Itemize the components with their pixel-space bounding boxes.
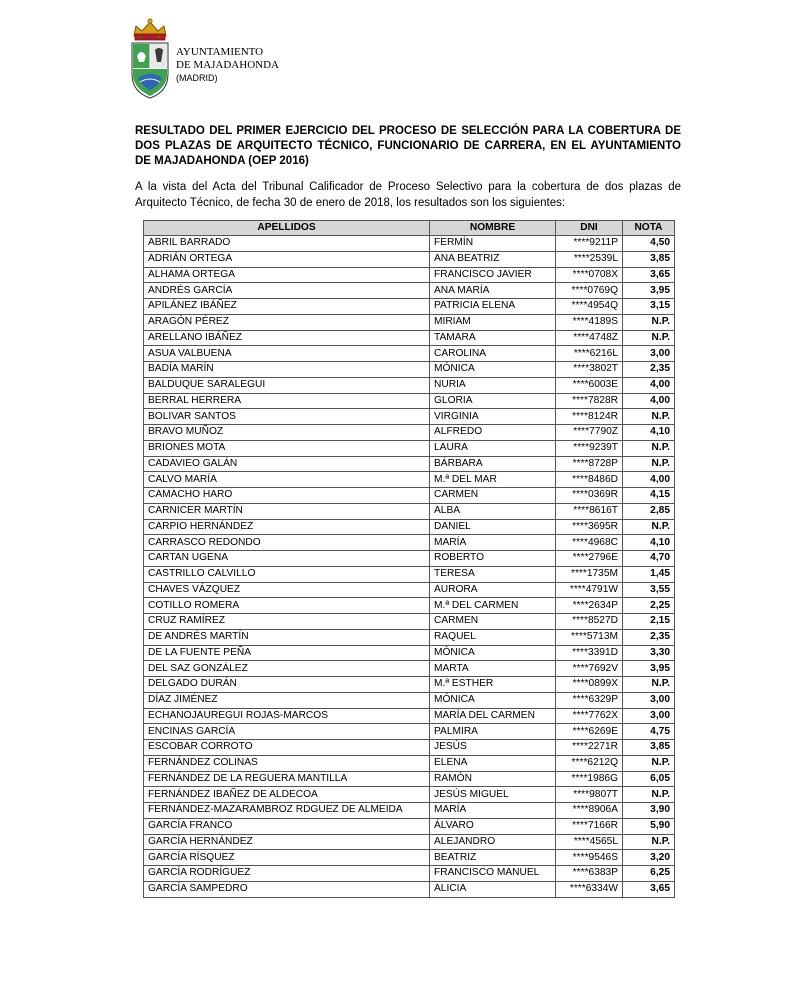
table-row	[144, 519, 675, 535]
cell-apellidos: ADRIÁN ORTEGA	[144, 251, 430, 267]
cell-nota: 1,45	[623, 566, 675, 582]
table-row	[144, 283, 675, 299]
cell-nota: 6,25	[623, 866, 675, 882]
organization-name	[176, 46, 279, 85]
cell-nota: 2,85	[623, 503, 675, 519]
cell-nombre: NURIA	[430, 377, 556, 393]
cell-nombre: M.ª DEL CARMEN	[430, 598, 556, 614]
table-row	[144, 456, 675, 472]
cell-nombre: MARÍA	[430, 535, 556, 551]
cell-nombre: MARÍA	[430, 803, 556, 819]
table-row	[144, 803, 675, 819]
document-title: RESULTADO DEL PRIMER EJERCICIO DEL PROCESO DE SELECCIÓN PARA LA COBERTURA DE DOS PLAZAS DE ARQUITECTO TÉCNICO, FUNCIONARIO DE CARRERA, EN EL AYUNTAMIENTO DE MAJADAHONDA (OEP 2016)	[135, 125, 681, 167]
cell-dni: ****4189S	[556, 314, 623, 330]
table-row	[144, 787, 675, 803]
cell-nombre: CARMEN	[430, 614, 556, 630]
cell-apellidos: FERNÁNDEZ-MAZARAMBROZ RDGUEZ DE ALMEIDA	[144, 803, 430, 819]
cell-dni: ****4748Z	[556, 330, 623, 346]
cell-dni: ****2539L	[556, 251, 623, 267]
org-line-3: (MADRID)	[176, 73, 218, 83]
cell-apellidos: GARCÍA RODRÍGUEZ	[144, 866, 430, 882]
cell-nota: 3,95	[623, 283, 675, 299]
table-row	[144, 362, 675, 378]
cell-nombre: ÁLVARO	[430, 818, 556, 834]
cell-nombre: MÓNICA	[430, 692, 556, 708]
cell-nombre: GLORIA	[430, 393, 556, 409]
cell-nota: 4,00	[623, 393, 675, 409]
table-row	[144, 314, 675, 330]
cell-apellidos: BADÍA MARÍN	[144, 362, 430, 378]
cell-nombre: BEATRIZ	[430, 850, 556, 866]
table-row	[144, 771, 675, 787]
table-body	[144, 236, 675, 898]
cell-apellidos: BOLIVAR SANTOS	[144, 409, 430, 425]
cell-apellidos: ABRIL BARRADO	[144, 236, 430, 252]
cell-nombre: FRANCISCO JAVIER	[430, 267, 556, 283]
cell-nombre: TERESA	[430, 566, 556, 582]
cell-apellidos: DÍAZ JIMÉNEZ	[144, 692, 430, 708]
org-line-2: DE MAJADAHONDA	[176, 59, 279, 71]
cell-nota: N.P.	[623, 456, 675, 472]
cell-dni: ****0899X	[556, 677, 623, 693]
table-row	[144, 425, 675, 441]
cell-nota: 3,65	[623, 881, 675, 897]
table-row	[144, 582, 675, 598]
cell-dni: ****7692V	[556, 661, 623, 677]
cell-nota: 3,15	[623, 299, 675, 315]
table-row	[144, 834, 675, 850]
cell-dni: ****6216L	[556, 346, 623, 362]
cell-nota: N.P.	[623, 314, 675, 330]
cell-nota: 4,00	[623, 472, 675, 488]
cell-apellidos: COTILLO ROMERA	[144, 598, 430, 614]
cell-dni: ****8527D	[556, 614, 623, 630]
cell-apellidos: BALDUQUE SARALEGUI	[144, 377, 430, 393]
cell-nota: N.P.	[623, 834, 675, 850]
cell-nombre: DANIEL	[430, 519, 556, 535]
header-nombre: NOMBRE	[430, 221, 556, 236]
cell-nota: N.P.	[623, 755, 675, 771]
cell-nota: 3,00	[623, 692, 675, 708]
cell-dni: ****9211P	[556, 236, 623, 252]
cell-nota: 4,10	[623, 535, 675, 551]
table-row	[144, 251, 675, 267]
cell-nombre: BÁRBARA	[430, 456, 556, 472]
cell-nombre: PALMIRA	[430, 724, 556, 740]
cell-dni: ****7762X	[556, 708, 623, 724]
cell-dni: ****8728P	[556, 456, 623, 472]
cell-dni: ****6269E	[556, 724, 623, 740]
cell-apellidos: CARPIO HERNÁNDEZ	[144, 519, 430, 535]
header-nota: NOTA	[623, 221, 675, 236]
cell-apellidos: DE LA FUENTE PEÑA	[144, 645, 430, 661]
table-row	[144, 488, 675, 504]
cell-apellidos: BERRAL HERRERA	[144, 393, 430, 409]
cell-apellidos: ANDRÉS GARCÍA	[144, 283, 430, 299]
cell-dni: ****7828R	[556, 393, 623, 409]
table-row	[144, 551, 675, 567]
cell-nota: 3,95	[623, 661, 675, 677]
cell-apellidos: CARRASCO REDONDO	[144, 535, 430, 551]
cell-apellidos: CADAVIEO GALÁN	[144, 456, 430, 472]
cell-apellidos: CALVO MARÍA	[144, 472, 430, 488]
cell-nombre: ANA BEATRIZ	[430, 251, 556, 267]
cell-nombre: MÓNICA	[430, 645, 556, 661]
cell-dni: ****4968C	[556, 535, 623, 551]
cell-dni: ****8906A	[556, 803, 623, 819]
table-row	[144, 503, 675, 519]
table-row	[144, 881, 675, 897]
cell-apellidos: GARCÍA SAMPEDRO	[144, 881, 430, 897]
cell-nombre: MIRIAM	[430, 314, 556, 330]
table-row	[144, 740, 675, 756]
cell-dni: ****9807T	[556, 787, 623, 803]
table-row	[144, 393, 675, 409]
cell-nota: 4,50	[623, 236, 675, 252]
cell-apellidos: GARCÍA RÍSQUEZ	[144, 850, 430, 866]
table-row	[144, 299, 675, 315]
cell-nota: 3,90	[623, 803, 675, 819]
table-row	[144, 614, 675, 630]
cell-nota: N.P.	[623, 677, 675, 693]
table-row	[144, 535, 675, 551]
cell-apellidos: BRAVO MUÑOZ	[144, 425, 430, 441]
cell-dni: ****8124R	[556, 409, 623, 425]
cell-nombre: MARTA	[430, 661, 556, 677]
results-table	[143, 220, 675, 898]
cell-apellidos: ECHANOJAUREGUI ROJAS-MARCOS	[144, 708, 430, 724]
org-line-1: AYUNTAMIENTO	[176, 46, 264, 58]
cell-nota: 3,85	[623, 251, 675, 267]
table-row	[144, 409, 675, 425]
cell-nombre: ALICIA	[430, 881, 556, 897]
cell-apellidos: CARTAN UGENA	[144, 551, 430, 567]
cell-dni: ****3802T	[556, 362, 623, 378]
cell-nombre: TAMARA	[430, 330, 556, 346]
cell-dni: ****7166R	[556, 818, 623, 834]
cell-apellidos: ARAGÓN PÉREZ	[144, 314, 430, 330]
cell-nombre: MARÍA DEL CARMEN	[430, 708, 556, 724]
table-row	[144, 598, 675, 614]
cell-nombre: JESÚS MIGUEL	[430, 787, 556, 803]
table-row	[144, 661, 675, 677]
table-row	[144, 267, 675, 283]
cell-nota: 4,75	[623, 724, 675, 740]
cell-dni: ****5713M	[556, 629, 623, 645]
cell-nota: 3,30	[623, 645, 675, 661]
cell-apellidos: DE ANDRÉS MARTÍN	[144, 629, 430, 645]
cell-nombre: FRANCISCO MANUEL	[430, 866, 556, 882]
cell-apellidos: FERNÁNDEZ DE LA REGUERA MANTILLA	[144, 771, 430, 787]
cell-nombre: JESÚS	[430, 740, 556, 756]
cell-nombre: ANA MARÍA	[430, 283, 556, 299]
cell-nota: 3,00	[623, 708, 675, 724]
cell-dni: ****1735M	[556, 566, 623, 582]
intro-paragraph: A la vista del Acta del Tribunal Calificador de Proceso Selectivo para la cobertura de dos plazas de Arquitecto Técnico, de fecha 30 de enero de 2018, los resultados son los siguientes:	[135, 181, 681, 209]
cell-nombre: M.ª ESTHER	[430, 677, 556, 693]
table-row	[144, 629, 675, 645]
cell-nombre: PATRICIA ELENA	[430, 299, 556, 315]
cell-apellidos: BRIONES MOTA	[144, 440, 430, 456]
header-dni: DNI	[556, 221, 623, 236]
cell-dni: ****0708X	[556, 267, 623, 283]
cell-dni: ****3391D	[556, 645, 623, 661]
cell-apellidos: ESCOBAR CORROTO	[144, 740, 430, 756]
table-row	[144, 346, 675, 362]
table-row	[144, 330, 675, 346]
table-row	[144, 236, 675, 252]
cell-apellidos: ALHAMA ORTEGA	[144, 267, 430, 283]
cell-nota: 4,00	[623, 377, 675, 393]
cell-apellidos: CAMACHO HARO	[144, 488, 430, 504]
cell-nota: 2,35	[623, 362, 675, 378]
cell-dni: ****6212Q	[556, 755, 623, 771]
cell-nombre: ROBERTO	[430, 551, 556, 567]
cell-apellidos: ARELLANO IBÁÑEZ	[144, 330, 430, 346]
cell-apellidos: APILÁNEZ IBÁÑEZ	[144, 299, 430, 315]
cell-dni: ****1986G	[556, 771, 623, 787]
cell-apellidos: GARCÍA FRANCO	[144, 818, 430, 834]
cell-dni: ****3695R	[556, 519, 623, 535]
cell-nota: N.P.	[623, 409, 675, 425]
table-row	[144, 377, 675, 393]
cell-dni: ****6003E	[556, 377, 623, 393]
cell-nombre: AURORA	[430, 582, 556, 598]
cell-nota: 2,35	[623, 629, 675, 645]
cell-dni: ****2634P	[556, 598, 623, 614]
cell-nota: N.P.	[623, 519, 675, 535]
cell-dni: ****9546S	[556, 850, 623, 866]
cell-dni: ****4565L	[556, 834, 623, 850]
cell-nombre: CARMEN	[430, 488, 556, 504]
cell-dni: ****0369R	[556, 488, 623, 504]
table-header-row	[144, 221, 675, 236]
table-row	[144, 677, 675, 693]
cell-nota: 4,70	[623, 551, 675, 567]
table-row	[144, 755, 675, 771]
cell-nota: 5,90	[623, 818, 675, 834]
cell-apellidos: ASUA VALBUENA	[144, 346, 430, 362]
cell-apellidos: FERNÁNDEZ COLINAS	[144, 755, 430, 771]
cell-nota: 4,10	[623, 425, 675, 441]
cell-dni: ****4954Q	[556, 299, 623, 315]
cell-nombre: RAMÓN	[430, 771, 556, 787]
table-row	[144, 440, 675, 456]
cell-nombre: LAURA	[430, 440, 556, 456]
cell-dni: ****8616T	[556, 503, 623, 519]
cell-apellidos: FERNÁNDEZ IBAÑEZ DE ALDECOA	[144, 787, 430, 803]
cell-nombre: CAROLINA	[430, 346, 556, 362]
cell-nombre: MÓNICA	[430, 362, 556, 378]
cell-apellidos: DELGADO DURÁN	[144, 677, 430, 693]
cell-dni: ****2271R	[556, 740, 623, 756]
coat-of-arms-icon	[128, 16, 172, 100]
cell-nombre: ALEJANDRO	[430, 834, 556, 850]
cell-dni: ****8486D	[556, 472, 623, 488]
cell-nota: 3,00	[623, 346, 675, 362]
cell-nota: 3,55	[623, 582, 675, 598]
cell-apellidos: CASTRILLO CALVILLO	[144, 566, 430, 582]
cell-dni: ****4791W	[556, 582, 623, 598]
table-row	[144, 645, 675, 661]
cell-dni: ****0769Q	[556, 283, 623, 299]
cell-nombre: RAQUEL	[430, 629, 556, 645]
table-row	[144, 866, 675, 882]
table-row	[144, 850, 675, 866]
cell-apellidos: DEL SAZ GONZÁLEZ	[144, 661, 430, 677]
cell-nombre: VIRGINIA	[430, 409, 556, 425]
cell-nota: N.P.	[623, 440, 675, 456]
table-row	[144, 818, 675, 834]
cell-apellidos: ENCINAS GARCÍA	[144, 724, 430, 740]
cell-nota: N.P.	[623, 787, 675, 803]
cell-nombre: M.ª DEL MAR	[430, 472, 556, 488]
cell-dni: ****2796E	[556, 551, 623, 567]
cell-nota: N.P.	[623, 330, 675, 346]
table-row	[144, 692, 675, 708]
cell-apellidos: CHAVES VÁZQUEZ	[144, 582, 430, 598]
table-row	[144, 708, 675, 724]
cell-nota: 6,05	[623, 771, 675, 787]
cell-nota: 3,20	[623, 850, 675, 866]
table-row	[144, 724, 675, 740]
cell-apellidos: CARNICER MARTÍN	[144, 503, 430, 519]
cell-nombre: ALBA	[430, 503, 556, 519]
cell-nota: 3,85	[623, 740, 675, 756]
cell-nota: 2,15	[623, 614, 675, 630]
table-row	[144, 566, 675, 582]
header-apellidos: APELLIDOS	[144, 221, 430, 236]
cell-dni: ****6383P	[556, 866, 623, 882]
cell-dni: ****6334W	[556, 881, 623, 897]
cell-nombre: ALFREDO	[430, 425, 556, 441]
table-row	[144, 472, 675, 488]
cell-dni: ****6329P	[556, 692, 623, 708]
cell-dni: ****9239T	[556, 440, 623, 456]
cell-nombre: FERMÍN	[430, 236, 556, 252]
cell-apellidos: GARCÍA HERNÁNDEZ	[144, 834, 430, 850]
cell-nota: 4,15	[623, 488, 675, 504]
cell-apellidos: CRUZ RAMÍREZ	[144, 614, 430, 630]
cell-nota: 3,65	[623, 267, 675, 283]
cell-nombre: ELENA	[430, 755, 556, 771]
cell-nota: 2,25	[623, 598, 675, 614]
cell-dni: ****7790Z	[556, 425, 623, 441]
